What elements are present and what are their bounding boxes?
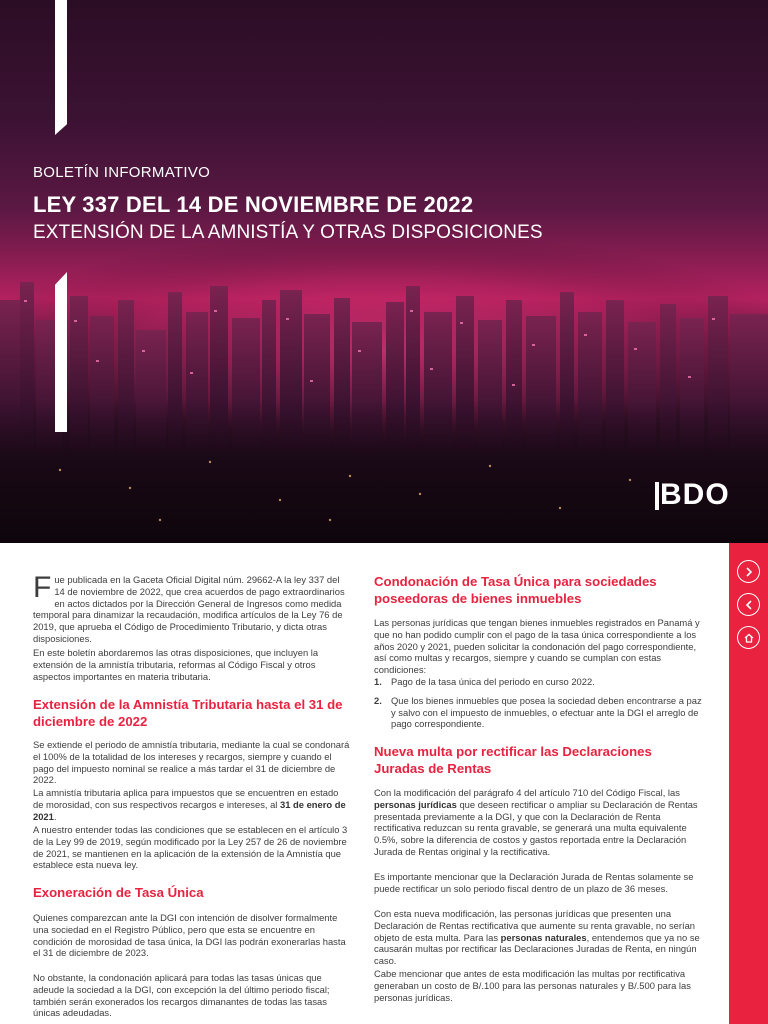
home-button[interactable] xyxy=(737,626,760,649)
multa-p3-block xyxy=(374,908,706,967)
section-condonacion xyxy=(374,573,706,607)
intro-paragraph: Fue publicada en la Gaceta Oficial Digital núm. 29662-A la ley 337 del 14 de noviembre de 2022, que crea acuerdos de pago extraordinarios en actos dictados por la Dirección General de Ingresos como medida temporal para dinamizar la recaudación, modifica artículos de la Ley 76 de 2019, que aprueba el Código de Procedimiento Tributario, y dicta otras disposiciones. xyxy=(33,571,345,644)
chevron-left-icon xyxy=(743,599,755,611)
section-heading-amnistia: Extensión de la Amnistía Tributaria hasta el 31 de diciembre de 2022 xyxy=(33,697,343,729)
exoneracion-paragraph-2: No obstante, la condonación aplicará para todas las tasas únicas que adeude la sociedad a la DGI, con excepción la del último periodo fiscal; también serán exonerados los recargos dimanantes de todas las tasas únicas adeudadas. xyxy=(33,972,330,1019)
cond-p1-block xyxy=(374,617,706,676)
amnistia-paragraph-1: Se extiende el periodo de amnistía tributaria, mediante la cual se condonará el 100% de la totalidad de los intereses y recargos, siempre y cuando el pago del impuesto nominal se realice a más tardar el 31 de diciembre de 2022. xyxy=(33,739,350,786)
bulletin-label: BOLETÍN INFORMATIVO xyxy=(33,164,211,181)
bdo-logo-mark xyxy=(655,482,659,510)
conditions-list xyxy=(374,676,706,730)
section-amnistia xyxy=(33,696,351,730)
multa-p4-block xyxy=(374,968,706,1003)
home-icon xyxy=(743,632,755,644)
decorative-bar-top xyxy=(55,0,67,135)
previous-page-button[interactable] xyxy=(737,593,760,616)
exon-p1-block xyxy=(33,912,351,959)
document-title: LEY 337 DEL 14 DE NOVIEMBRE DE 2022 xyxy=(33,192,474,217)
amnistia-p3-block xyxy=(33,824,351,871)
section-heading-multa: Nueva multa por rectificar las Declaraciones Juradas de Rentas xyxy=(374,744,652,776)
document-subtitle: EXTENSIÓN DE LA AMNISTÍA Y OTRAS DISPOSICIONES xyxy=(33,222,543,243)
left-column xyxy=(33,571,351,645)
multa-paragraph-4: Cabe mencionar que antes de esta modificación las multas por rectificativa generaban un costo de B/.100 para las personas naturales y B/.500 para las personas jurídicas. xyxy=(374,968,691,1003)
list-item: 1. Pago de la tasa única del periodo en curso 2022. xyxy=(374,676,595,687)
next-page-button[interactable] xyxy=(737,560,760,583)
section-heading-condonacion: Condonación de Tasa Única para sociedades poseedoras de bienes inmuebles xyxy=(374,574,657,606)
bdo-logo xyxy=(655,476,730,516)
side-navigation xyxy=(729,543,768,1024)
cond-list-block xyxy=(374,676,706,730)
chevron-right-icon xyxy=(743,566,755,578)
drop-cap: F xyxy=(33,571,52,604)
intro-paragraph-2: En este boletín abordaremos las otras disposiciones, que incluyen la extensión de la amnistía tributaria, reformas al Código Fiscal y otros aspectos importantes en materia tributaria. xyxy=(33,647,319,682)
decorative-bar-middle xyxy=(55,272,67,432)
amnistia-paragraph-2: La amnistía tributaria aplica para impuestos que se encuentren en estado de morosidad, con sus respectivos recargos e intereses, al 31 de enero de 2021. xyxy=(33,787,346,822)
intro-paragraph-2-block xyxy=(33,647,351,682)
multa-paragraph-1: Con la modificación del parágrafo 4 del artículo 710 del Código Fiscal, las personas jurídicas que deseen rectificar o ampliar su Declaración de Rentas presentada previamente a la DGI, y que con la Declaración de Renta rectificativa reduzcan su renta gravable, se generará una multa equivalente 0.5%, sobre la diferencia de costos y gastos reportada entre la Declaración Jurada de Rentas original y la rectificativa. xyxy=(374,787,698,857)
amnistia-paragraph-3: A nuestro entender todas las condiciones que se establecen en el artículo 3 de la Ley 99 de 2019, según modificado por la Ley 257 de 26 de noviembre de 2021, se mantienen en la aplicación de la extensión de la Amnistía que establece esta nueva ley. xyxy=(33,824,348,871)
multa-p1-block xyxy=(374,787,706,858)
section-heading-exoneracion: Exoneración de Tasa Única xyxy=(33,885,204,900)
amnistia-p1-block xyxy=(33,739,351,786)
list-item: 2. Que los bienes inmuebles que posea la sociedad deben encontrarse a paz y salvo con el impuesto de inmuebles, o efectuar ante la DGI el arreglo de pago correspondiente. xyxy=(374,694,702,730)
vertical-running-title-text: 337 DEL 14 DE NOVIEMBRE DE 2022 xyxy=(13,842,24,1022)
section-multa xyxy=(374,743,706,777)
multa-paragraph-2: Es importante mencionar que la Declaración Jurada de Rentas solamente se puede rectificar un solo periodo fiscal dentro de un plazo de 36 meses. xyxy=(374,871,694,894)
multa-paragraph-3: Con esta nueva modificación, las personas jurídicas que presenten una Declaración de Rentas rectificativa que aumente su renta gravable, no serían objeto de esta multa. Para las personas naturales, entendemos que ya no se causarán multas por rectificar las Declaraciones Juradas de Renta, en ningún caso. xyxy=(374,908,700,967)
amnistia-p2-block xyxy=(33,787,351,822)
section-exoneracion xyxy=(33,884,351,901)
bdo-logo-text: BDO xyxy=(660,478,730,511)
exon-p2-block xyxy=(33,972,351,1019)
exoneracion-paragraph-1: Quienes comparezcan ante la DGI con intención de disolver formalmente una sociedad en el Registro Público, pero que esta se encuentre en condición de morosidad de tasa única, la DGI las podrán exonerarlas hasta el 31 de diciembre de 2023. xyxy=(33,912,346,959)
multa-p2-block xyxy=(374,871,706,895)
condonacion-paragraph-1: Las personas jurídicas que tengan bienes inmuebles registrados en Panamá y que no han podido cumplir con el pago de la tasa única correspondiente a los años 2020 y 2021, pueden solicitar la condonación del pago correspondiente, así como multas y recargos, siempre y cuando se cumplan con estas condiciones: xyxy=(374,617,700,676)
